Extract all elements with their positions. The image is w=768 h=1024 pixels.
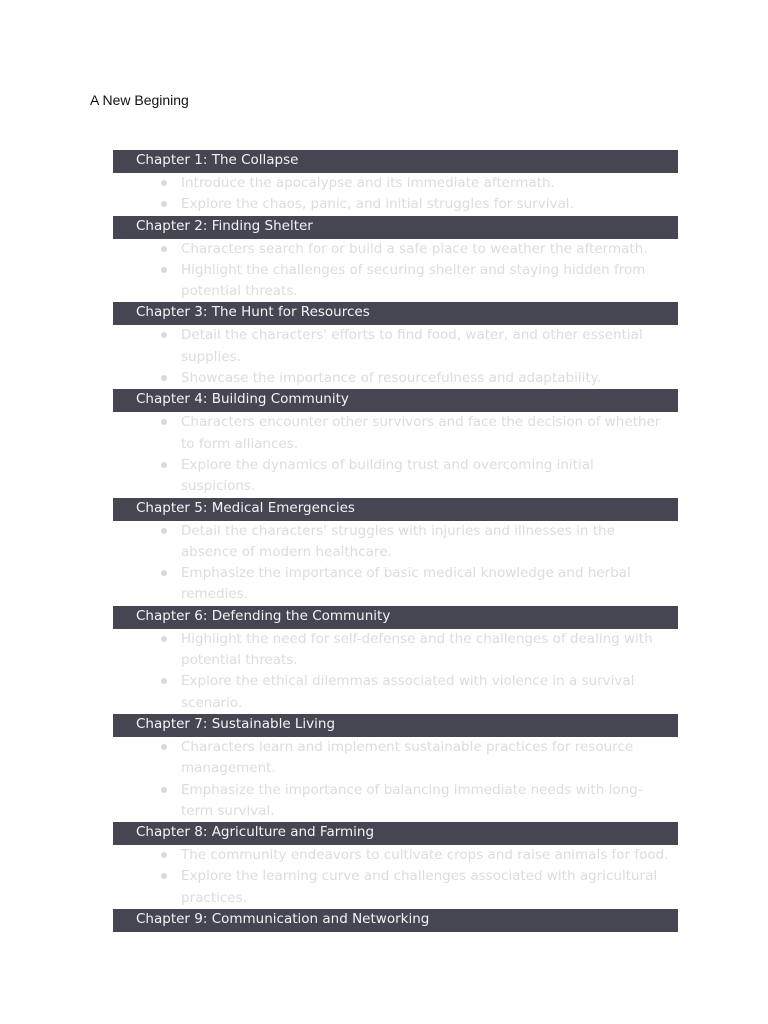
chapter-heading: Chapter 9: Communication and Networking [113, 909, 678, 932]
chapter-heading: Chapter 4: Building Community [113, 389, 678, 412]
chapter-heading: Chapter 7: Sustainable Living [113, 714, 678, 737]
chapter-point: Detail the characters' efforts to find food, water, and other essential supplies. [181, 325, 678, 368]
chapter-outline [113, 150, 678, 932]
chapter-points [113, 629, 678, 714]
chapter-heading: Chapter 5: Medical Emergencies [113, 498, 678, 521]
chapter-point: Highlight the need for self-defense and the challenges of dealing with potential threats. [181, 629, 678, 672]
chapter-9 [113, 909, 678, 932]
chapter-8 [113, 822, 678, 909]
chapter-3 [113, 302, 678, 389]
chapter-point: The community endeavors to cultivate crops and raise animals for food. [181, 845, 678, 866]
chapter-2 [113, 216, 678, 303]
chapter-point: Introduce the apocalypse and its immediate aftermath. [181, 173, 678, 194]
chapter-point: Detail the characters' struggles with injuries and illnesses in the absence of modern healthcare. [181, 521, 678, 564]
chapter-points [113, 325, 678, 389]
chapter-heading: Chapter 2: Finding Shelter [113, 216, 678, 239]
document-title: A New Begining [90, 92, 189, 108]
chapter-4 [113, 389, 678, 497]
chapter-point: Characters learn and implement sustainable practices for resource management. [181, 737, 678, 780]
chapter-point: Showcase the importance of resourcefulness and adaptability. [181, 368, 678, 389]
chapter-point: Highlight the challenges of securing shelter and staying hidden from potential threats. [181, 260, 678, 303]
chapter-point: Explore the dynamics of building trust and overcoming initial suspicions. [181, 455, 678, 498]
chapter-point: Characters encounter other survivors and face the decision of whether to form alliances. [181, 412, 678, 455]
chapter-points [113, 412, 678, 497]
chapter-points [113, 737, 678, 822]
chapter-heading: Chapter 6: Defending the Community [113, 606, 678, 629]
chapter-point: Emphasize the importance of balancing immediate needs with long-term survival. [181, 780, 678, 823]
chapter-7 [113, 714, 678, 822]
chapter-points [113, 173, 678, 216]
chapter-heading: Chapter 8: Agriculture and Farming [113, 822, 678, 845]
chapter-1 [113, 150, 678, 216]
chapter-5 [113, 498, 678, 606]
chapter-6 [113, 606, 678, 714]
chapter-point: Explore the ethical dilemmas associated with violence in a survival scenario. [181, 671, 678, 714]
chapter-point: Characters search for or build a safe place to weather the aftermath. [181, 239, 678, 260]
chapter-points [113, 845, 678, 909]
chapter-point: Explore the learning curve and challenges associated with agricultural practices. [181, 866, 678, 909]
chapter-point: Emphasize the importance of basic medical knowledge and herbal remedies. [181, 563, 678, 606]
chapter-heading: Chapter 1: The Collapse [113, 150, 678, 173]
chapter-heading: Chapter 3: The Hunt for Resources [113, 302, 678, 325]
chapter-points [113, 239, 678, 303]
chapter-point: Explore the chaos, panic, and initial struggles for survival. [181, 194, 678, 215]
chapter-points [113, 521, 678, 606]
